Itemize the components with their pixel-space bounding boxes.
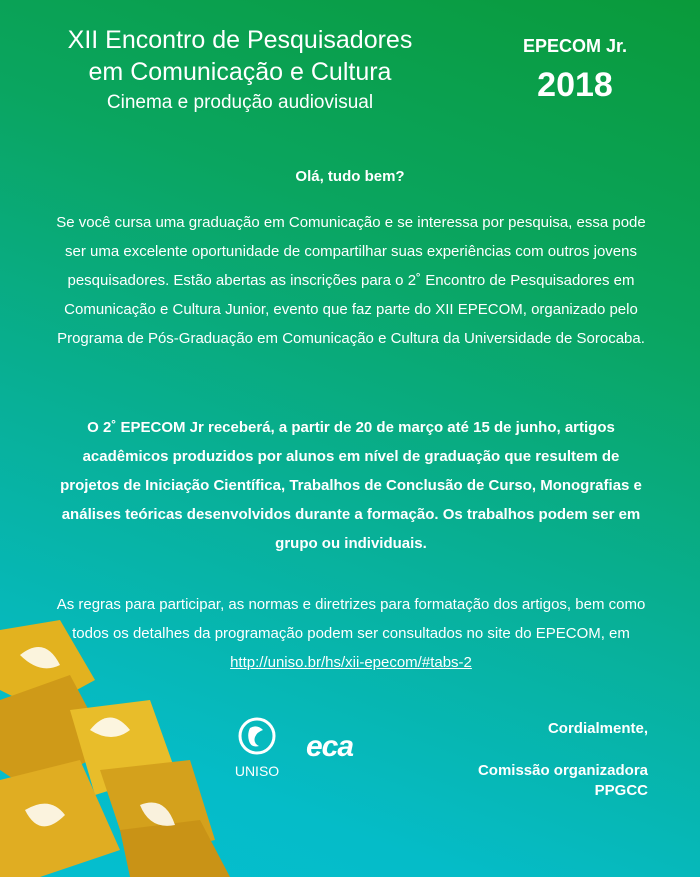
uniso-logo-label: UNISO [234, 763, 280, 779]
event-year: 2018 [537, 66, 613, 104]
rules-paragraph [56, 590, 646, 677]
event-title-line1: XII Encontro de Pesquisadores [67, 26, 413, 54]
uniso-emblem-icon [237, 716, 277, 756]
greeting: Olá, tudo bem? [295, 168, 405, 185]
submission-paragraph: O 2˚ EPECOM Jr receberá, a partir de 20 de março até 15 de junho, artigos acadêmicos produzidos por alunos em nível de graduação que resultem de projetos de Iniciação Científica, Trabalhos de Conclusão de Curso, Monografias e análises teóricas desenvolvidos durante a formação. Os trabalhos podem ser em grupo ou individuais. [60, 419, 642, 552]
closing: Cordialmente, [547, 720, 648, 737]
event-title-line2: em Comunicação e Cultura [88, 58, 392, 86]
event-subtitle: Cinema e produção audiovisual [106, 92, 374, 113]
program: PPGCC [594, 782, 648, 799]
intro-paragraph: Se você cursa uma graduação em Comunicação e se interessa por pesquisa, essa pode ser uma excelente oportunidade de compartilhar suas experiências com outros jovens pesquisadores. Estão abertas as inscrições para o 2˚ Encontro de Pesquisadores em Comunicação e Cultura Junior, evento que faz parte do XII EPECOM, organizado pelo Programa de Pós-Graduação em Comunicação e Cultura da Universidade de Sorocaba. [56, 214, 646, 347]
rules-text: As regras para participar, as normas e diretrizes para formatação dos artigos, bem como todos os detalhes da programação podem ser consultados no site do EPECOM, em [56, 596, 646, 642]
event-title [20, 24, 460, 88]
committee: Comissão organizadora [477, 762, 648, 779]
brand-name: EPECOM Jr. [522, 36, 628, 56]
epecom-link[interactable]: http://uniso.br/hs/xii-epecom/#tabs-2 [230, 654, 472, 671]
eca-logo: eca [306, 730, 354, 763]
uniso-logo [228, 716, 286, 779]
